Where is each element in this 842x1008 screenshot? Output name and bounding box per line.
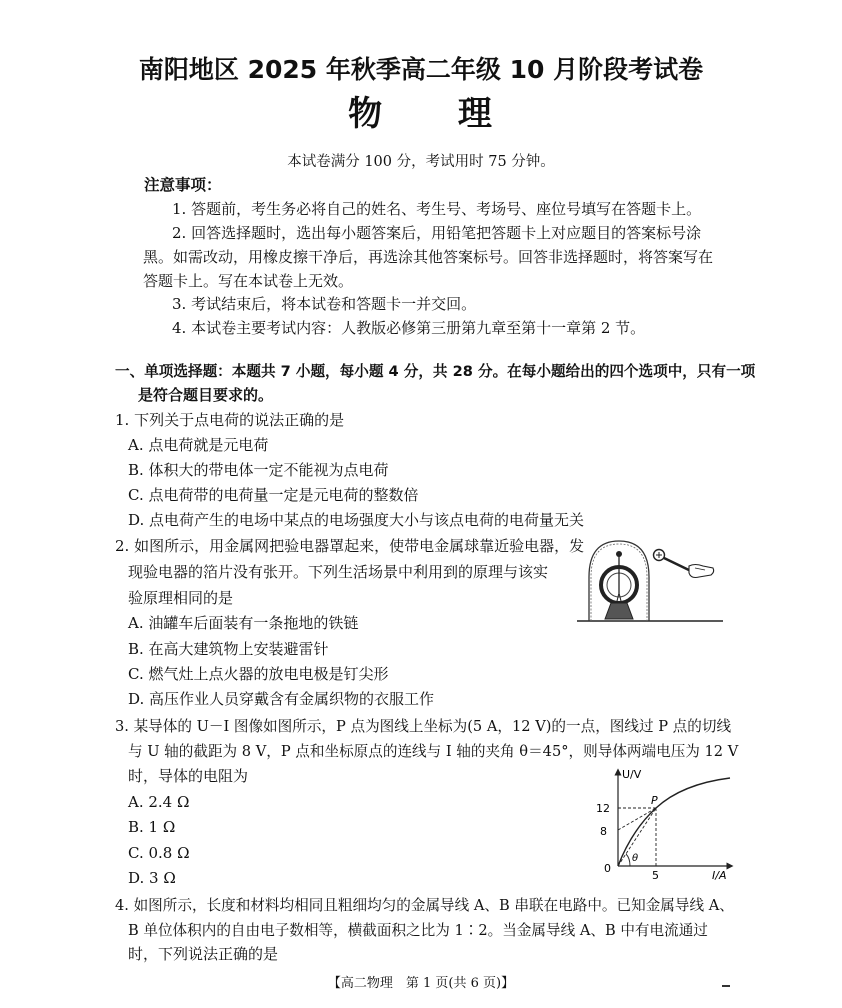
section-heading-line-1: 一、单项选择题：本题共 7 小题，每小题 4 分，共 28 分。在每小题给出的四个选项中，只有一项 xyxy=(115,363,756,380)
q1-option-a: A. 点电荷就是元电荷 xyxy=(128,436,269,454)
electroscope-figure xyxy=(575,535,725,630)
q3-option-b: B. 1 Ω xyxy=(128,818,176,836)
q4-stem-line-1: 4. 如图所示，长度和材料均相同且粗细均匀的金属导线 A、B 串联在电路中。已知金属导线 A、 xyxy=(115,897,734,914)
notes-line-6: 4. 本试卷主要考试内容：人教版必修第三册第九章至第十一章第 2 节。 xyxy=(172,319,646,337)
notes-line-2: 2. 回答选择题时，选出每小题答案后，用铅笔把答题卡上对应题目的答案标号涂 xyxy=(172,224,702,242)
q2-option-c: C. 燃气灶上点火器的放电电极是钉尖形 xyxy=(128,665,389,683)
section-heading-line-2: 是符合题目要求的。 xyxy=(138,386,274,404)
q3-option-c: C. 0.8 Ω xyxy=(128,844,190,862)
q1-stem: 1. 下列关于点电荷的说法正确的是 xyxy=(115,411,345,429)
exam-title: 南阳地区 2025 年秋季高二年级 10 月阶段考试卷 xyxy=(138,55,704,84)
notes-line-4: 答题卡上。写在本试卷上无效。 xyxy=(143,272,354,290)
q3-option-a: A. 2.4 Ω xyxy=(128,793,190,811)
q4-stem-line-3: 时，下列说法正确的是 xyxy=(128,945,279,963)
y-axis-label: U/V xyxy=(622,768,642,781)
subject-title xyxy=(0,86,842,135)
q3-stem-line-2: 与 U 轴的截距为 8 V，P 点和坐标原点的连线与 I 轴的夹角 θ＝45°，则导体两端电压为 12 V xyxy=(128,743,739,760)
y-tick-12: 12 xyxy=(596,802,610,815)
q2-stem-line-1: 2. 如图所示，用金属网把验电器罩起来，使带电金属球靠近验电器，发 xyxy=(115,537,585,555)
q3-option-d: D. 3 Ω xyxy=(128,869,176,887)
notes-line-1: 1. 答题前，考生务必将自己的姓名、考生号、考场号、座位号填写在答题卡上。 xyxy=(172,200,702,218)
notes-line-3: 黑。如需改动，用橡皮擦干净后，再选涂其他答案标号。回答非选择题时，将答案写在 xyxy=(143,248,714,266)
q1-option-b: B. 体积大的带电体一定不能视为点电荷 xyxy=(128,461,389,479)
point-p-label: P xyxy=(651,794,658,807)
q2-stem-line-3: 验原理相同的是 xyxy=(128,589,234,607)
q2-option-b: B. 在高大建筑物上安装避雷针 xyxy=(128,640,329,658)
q2-stem-line-2: 现验电器的箔片没有张开。下列生活场景中利用到的原理与该实 xyxy=(128,563,549,581)
corner-mark xyxy=(722,985,730,987)
q4-stem-line-2: B 单位体积内的自由电子数相等，横截面积之比为 1∶2。当金属导线 A、B 中有电流通过 xyxy=(128,922,708,939)
theta-label: θ xyxy=(632,853,639,864)
q2-option-a: A. 油罐车后面装有一条拖地的铁链 xyxy=(128,614,359,632)
exam-intro: 本试卷满分 100 分，考试用时 75 分钟。 xyxy=(287,154,555,170)
q1-option-c: C. 点电荷带的电荷量一定是元电荷的整数倍 xyxy=(128,486,419,504)
origin-label: 0 xyxy=(604,862,611,875)
q3-stem-line-3: 时，导体的电阻为 xyxy=(128,767,249,785)
notes-line-5: 3. 考试结束后，将本试卷和答题卡一并交回。 xyxy=(172,295,477,313)
q1-option-d: D. 点电荷产生的电场中某点的电场强度大小与该点电荷的电荷量无关 xyxy=(128,511,585,529)
subject-text: 物 理 xyxy=(348,94,494,134)
page-footer: 【高二物理 第 1 页(共 6 页)】 xyxy=(327,976,515,991)
x-tick-5: 5 xyxy=(652,869,659,882)
q3-stem-line-1: 3. 某导体的 U－I 图像如图所示，P 点为图线上坐标为(5 A，12 V)的一点，图线过 P 点的切线 xyxy=(115,718,732,735)
y-tick-8: 8 xyxy=(600,825,607,838)
x-axis-label: I/A xyxy=(712,869,727,882)
notes-heading: 注意事项： xyxy=(144,176,222,194)
q2-option-d: D. 高压作业人员穿戴含有金属织物的衣服工作 xyxy=(128,690,435,708)
ui-graph xyxy=(592,766,742,884)
